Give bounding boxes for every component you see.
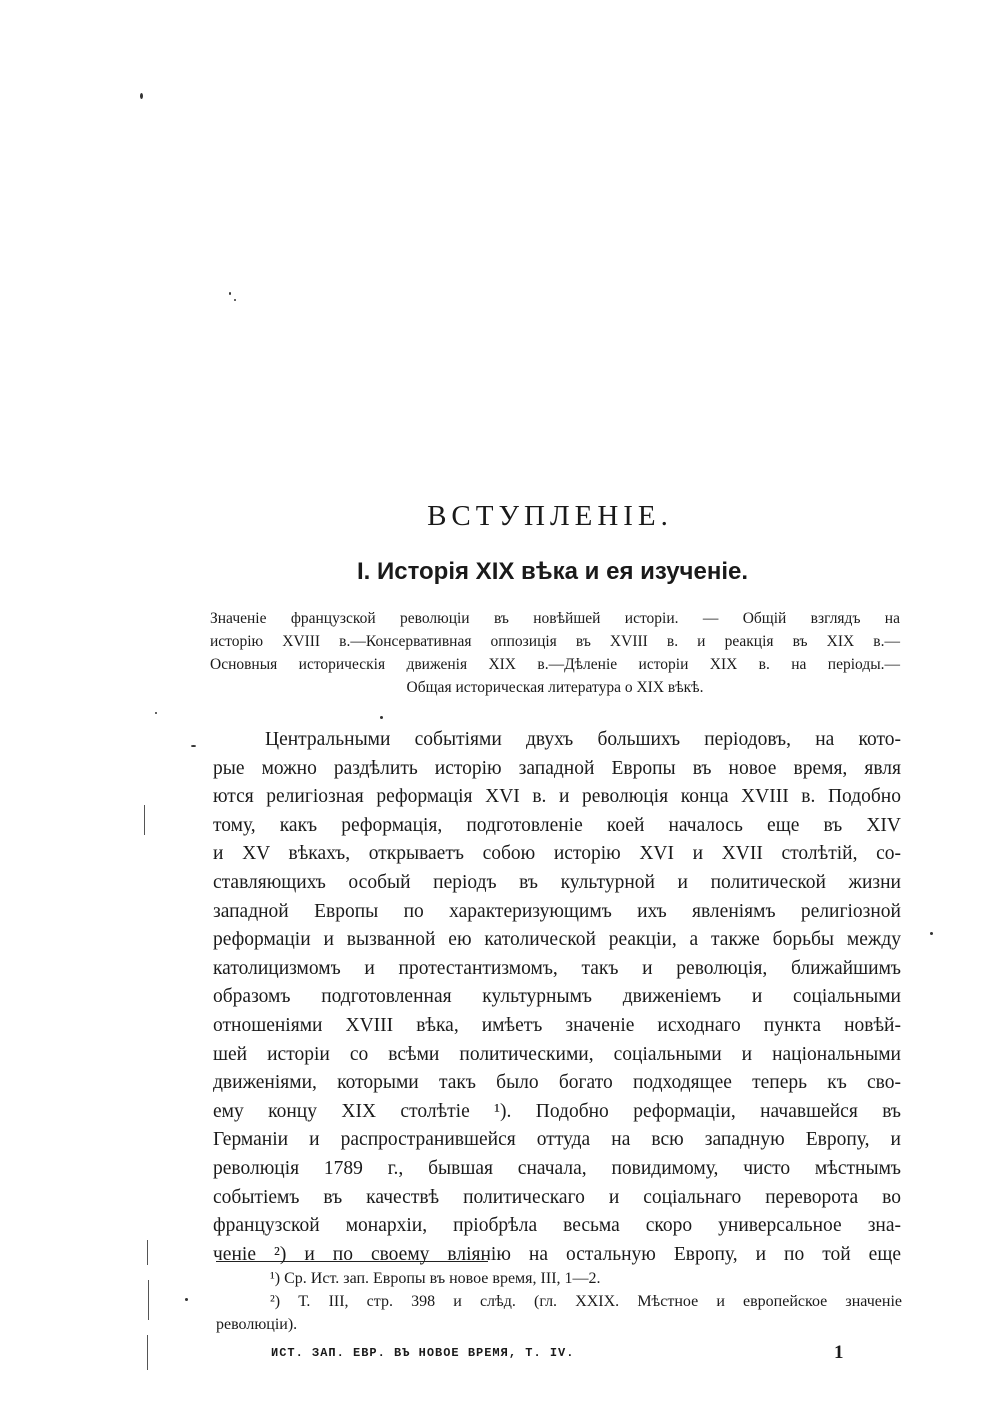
running-footer: ИСТ. ЗАП. ЕВР. ВЪ НОВОЕ ВРЕМЯ, Т. IV. xyxy=(271,1346,575,1360)
scan-speck xyxy=(185,1298,188,1301)
body-line: и XV вѣкахъ, открываетъ собою исторію XVI и XVII столѣтій, со- xyxy=(213,843,901,865)
footnote-1: ¹) Ср. Ист. зап. Европы въ новое время, III, 1—2. xyxy=(270,1270,601,1287)
body-line: реформаціи и вызванной ею католической реакціи, а также борьбы между xyxy=(213,929,901,951)
chapter-title: ВСТУПЛЕНІЕ. xyxy=(427,500,673,532)
body-line: тому, какъ реформація, подготовленіе коей началось еще въ XIV xyxy=(213,814,901,836)
footnote-2-continuation: революціи). xyxy=(216,1316,298,1333)
scan-speck xyxy=(155,712,157,714)
body-line: французской монархіи, пріобрѣла весьма скоро универсальное зна- xyxy=(213,1215,901,1237)
body-line: рые можно раздѣлить исторію западной Европы въ новое время, явля xyxy=(213,757,901,779)
scan-margin-mark xyxy=(147,1335,148,1370)
scan-speck xyxy=(140,93,143,99)
scan-speck xyxy=(234,299,236,301)
body-line: Центральными событіями двухъ большихъ періодовъ, на кото- xyxy=(265,729,901,750)
body-line: ются религіозная реформація XVI в. и революція конца XVIII в. Подобно xyxy=(213,786,901,808)
chapter-summary xyxy=(210,607,900,699)
scan-speck xyxy=(380,716,383,719)
scan-speck xyxy=(229,292,231,295)
body-line: ему концу XIX столѣтіе ¹). Подобно реформаціи, начавшейся въ xyxy=(213,1100,901,1122)
scan-margin-mark xyxy=(148,1280,149,1320)
scan-margin-mark xyxy=(144,805,145,835)
summary-line: Основныя историческія движенія XIX в.—Дѣленіе исторіи XIX в. на періоды.— xyxy=(210,656,900,673)
body-line: шей исторіи со всѣми политическими, соціальными и національными xyxy=(213,1043,901,1065)
footnotes xyxy=(216,1267,902,1336)
body-line: католицизмомъ и протестантизмомъ, такъ и революція, ближайшимъ xyxy=(213,957,901,979)
body-line: движеніями, которыми такъ было богато подходящее теперь къ сво- xyxy=(213,1072,901,1094)
summary-line: исторію XVIII в.—Консервативная оппозиція въ XVIII в. и реакція въ XIX в.— xyxy=(210,633,900,650)
footnote-2: ²) Т. III, стр. 398 и слѣд. (гл. XXIX. Мѣстное и европейское значеніе xyxy=(270,1293,902,1310)
summary-line: Значеніе французской революціи въ новѣйшей исторіи. — Общій взглядъ на xyxy=(210,610,900,627)
body-paragraph xyxy=(213,726,901,1269)
body-line: ченіе ²) и по своему вліянію на остальную Европу, и по той еще xyxy=(213,1243,901,1265)
scan-speck xyxy=(191,745,196,747)
body-line: отношеніями XVIII вѣка, имѣетъ значеніе исходнаго пункта новѣй- xyxy=(213,1014,901,1036)
body-line: Германіи и распространившейся оттуда на всю западную Европу, и xyxy=(213,1129,901,1151)
body-line: образомъ подготовленная культурнымъ движеніемъ и соціальными xyxy=(213,986,901,1008)
scan-speck xyxy=(930,932,933,935)
footnote-divider xyxy=(216,1261,488,1262)
scan-margin-mark xyxy=(147,1240,148,1265)
section-title: I. Исторія XIX вѣка и ея изученіе. xyxy=(356,558,749,585)
body-line: революція 1789 г., бывшая сначала, повидимому, чисто мѣстнымъ xyxy=(213,1157,901,1179)
body-line: событіемъ въ качествѣ политическаго и соціальнаго переворота во xyxy=(213,1186,901,1208)
body-line: западной Европы по характеризующимъ ихъ явленіямъ религіозной xyxy=(213,900,901,922)
summary-line: Общая историческая литература о XIX вѣкѣ. xyxy=(406,679,704,696)
page-number: 1 xyxy=(834,1342,844,1363)
body-line: ставляющихъ особый періодъ въ культурной и политической жизни xyxy=(213,871,901,893)
